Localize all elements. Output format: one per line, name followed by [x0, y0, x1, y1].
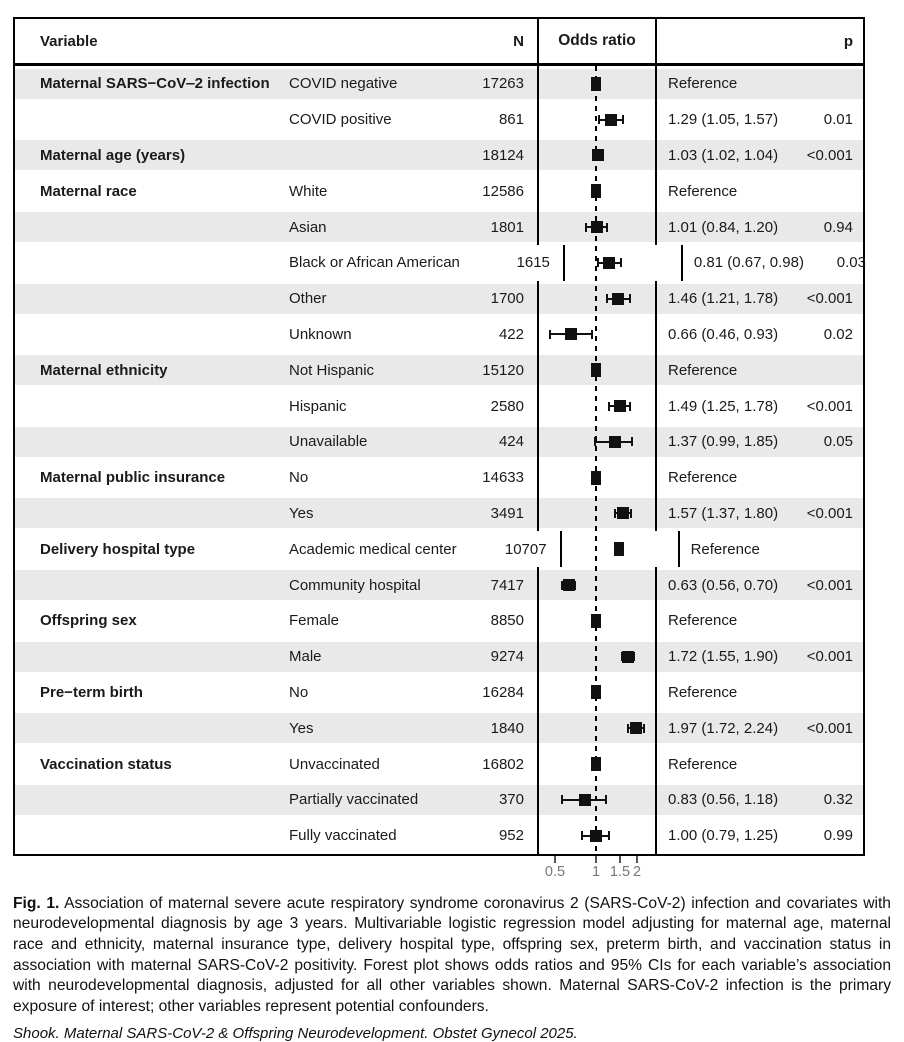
level-cell: Yes — [289, 504, 314, 522]
ci-cap-high — [622, 115, 624, 124]
or-plot-cell — [537, 352, 657, 388]
axis-tick-label: 2 — [632, 863, 642, 880]
figure-caption-label: Fig. 1. — [13, 894, 60, 912]
table-row — [15, 603, 863, 639]
level-cell: Community hospital — [289, 576, 421, 594]
figure-caption-text: Association of maternal severe acute respiratory syndrome coronavirus 2 (SARS-CoV-2) infection and covariates with neurodevelopmental diagnosis by age 3 years. Multivariable logistic regression model adjusting for maternal age, maternal race and ethnicity, maternal insurance type, delivery hospital type, offspring sex, preterm birth, and vaccination status in association with maternal SARS-CoV-2 positivity. Forest plot shows odds ratios and 95% CIs for each variable’s association with neurodevelopmental diagnosis, adjusted for all other variables shown. Maternal SARS-CoV-2 infection is the primary exposure of interest; other variables represent potential confounders. — [13, 894, 891, 1016]
group-label-cell: Vaccination status — [40, 755, 172, 773]
ci-cap-high — [643, 724, 645, 733]
table-row — [15, 675, 863, 711]
estimate-cell: 1.46 (1.21, 1.78) — [668, 290, 779, 308]
n-cell: 2580 — [490, 397, 524, 415]
group-label-cell: Maternal public insurance — [40, 469, 226, 487]
axis-tick — [619, 856, 621, 863]
table-header-row — [15, 19, 863, 66]
p-value-cell: <0.001 — [806, 648, 853, 666]
header-variable: Variable — [40, 32, 98, 50]
table-row — [15, 710, 863, 746]
level-cell: Academic medical center — [289, 540, 457, 558]
point-marker — [630, 722, 642, 734]
or-plot-cell — [537, 567, 657, 603]
estimate-cell: Reference — [668, 75, 738, 93]
n-cell: 1700 — [490, 290, 524, 308]
reference-marker — [591, 614, 601, 628]
estimate-cell: 1.57 (1.37, 1.80) — [668, 504, 779, 522]
estimate-cell: 1.03 (1.02, 1.04) — [668, 146, 779, 164]
level-cell: Male — [289, 648, 322, 666]
group-label-cell: Maternal SARS−CoV‒2 infection — [40, 75, 270, 93]
n-cell: 8850 — [490, 612, 524, 630]
point-marker — [591, 221, 603, 233]
level-cell: Asian — [289, 218, 327, 236]
estimate-cell: Reference — [668, 182, 738, 200]
figure-caption — [13, 894, 891, 1018]
or-plot-cell — [537, 496, 657, 532]
ci-cap-low — [606, 294, 608, 303]
ci-cap-low — [598, 115, 600, 124]
axis-tick-label: 1.5 — [609, 863, 631, 880]
n-cell: 14633 — [482, 469, 524, 487]
axis-tick-label: 0.5 — [544, 863, 566, 880]
estimate-cell: Reference — [668, 469, 738, 487]
level-cell: Not Hispanic — [289, 361, 375, 379]
n-cell: 1615 — [516, 254, 550, 272]
table-row — [15, 173, 863, 209]
n-cell: 861 — [498, 111, 524, 129]
or-plot-cell — [537, 675, 657, 711]
level-cell: No — [289, 469, 309, 487]
estimate-cell: 1.01 (0.84, 1.20) — [668, 218, 779, 236]
estimate-cell: Reference — [668, 361, 738, 379]
table-row — [15, 388, 863, 424]
level-cell: Unvaccinated — [289, 755, 380, 773]
level-cell: Female — [289, 612, 340, 630]
ci-cap-high — [591, 330, 593, 339]
table-row — [15, 818, 863, 854]
point-marker — [612, 293, 624, 305]
reference-marker — [591, 757, 601, 771]
estimate-cell: 0.63 (0.56, 0.70) — [668, 576, 779, 594]
estimate-cell: 1.29 (1.05, 1.57) — [668, 111, 779, 129]
p-value-cell: <0.001 — [806, 397, 853, 415]
table-row — [15, 567, 863, 603]
or-plot-cell — [537, 281, 657, 317]
table-row — [15, 245, 866, 281]
ci-cap-high — [605, 795, 607, 804]
ci-cap-high — [629, 294, 631, 303]
ci-cap-low — [561, 795, 563, 804]
estimate-cell: 1.49 (1.25, 1.78) — [668, 397, 779, 415]
table-row — [15, 352, 863, 388]
reference-marker — [614, 542, 624, 556]
point-marker — [603, 257, 615, 269]
axis-tick-label: 1 — [591, 863, 601, 880]
n-cell: 17263 — [482, 75, 524, 93]
group-label-cell: Offspring sex — [40, 612, 137, 630]
ci-cap-high — [606, 223, 608, 232]
p-value-cell: <0.001 — [806, 504, 853, 522]
n-cell: 422 — [498, 325, 524, 343]
or-plot-cell — [537, 173, 657, 209]
or-plot-cell — [537, 317, 657, 353]
or-plot-cell — [537, 818, 657, 854]
or-plot-cell — [537, 388, 657, 424]
level-cell: COVID negative — [289, 75, 398, 93]
estimate-cell: 0.66 (0.46, 0.93) — [668, 325, 779, 343]
ci-cap-low — [614, 509, 616, 518]
estimate-cell: Reference — [668, 612, 738, 630]
p-value-cell: 0.02 — [823, 325, 853, 343]
header-odds-ratio: Odds ratio — [558, 32, 636, 49]
estimate-cell: 1.97 (1.72, 2.24) — [668, 719, 779, 737]
point-marker — [565, 328, 577, 340]
ci-cap-high — [631, 437, 633, 446]
table-row — [15, 138, 863, 174]
point-marker — [592, 149, 604, 161]
p-value-cell: 0.32 — [823, 791, 853, 809]
or-plot-cell — [537, 209, 657, 245]
ci-cap-low — [608, 402, 610, 411]
p-value-cell: 0.05 — [823, 433, 853, 451]
header-p: p — [843, 32, 853, 50]
ci-cap-low — [594, 437, 596, 446]
x-axis — [13, 856, 904, 890]
n-cell: 1840 — [490, 719, 524, 737]
level-cell: White — [289, 182, 328, 200]
table-row — [15, 317, 863, 353]
or-plot-cell — [537, 66, 657, 102]
ci-cap-low — [597, 258, 599, 267]
or-plot-cell — [537, 782, 657, 818]
point-marker — [614, 400, 626, 412]
level-cell: Fully vaccinated — [289, 827, 397, 845]
n-cell: 9274 — [490, 648, 524, 666]
reference-marker — [591, 685, 601, 699]
or-plot-cell — [537, 710, 657, 746]
n-cell: 370 — [498, 791, 524, 809]
level-cell: No — [289, 683, 309, 701]
p-value-cell: 0.99 — [823, 827, 853, 845]
axis-tick — [595, 856, 597, 863]
group-label-cell: Pre−term birth — [40, 683, 143, 701]
estimate-cell: 0.81 (0.67, 0.98) — [693, 254, 804, 272]
p-value-cell: 0.94 — [823, 218, 853, 236]
table-row — [15, 496, 863, 532]
table-row — [15, 782, 863, 818]
level-cell: Black or African American — [289, 254, 460, 272]
n-cell: 12586 — [482, 182, 524, 200]
point-marker — [617, 507, 629, 519]
or-plot-cell — [537, 102, 657, 138]
or-plot-cell — [563, 245, 683, 281]
or-plot-cell — [537, 460, 657, 496]
level-cell: Partially vaccinated — [289, 791, 419, 809]
p-value-cell: <0.001 — [806, 290, 853, 308]
table-body — [15, 66, 866, 854]
n-cell: 16284 — [482, 683, 524, 701]
n-cell: 10707 — [504, 540, 547, 558]
or-plot-cell — [537, 639, 657, 675]
table-row — [15, 281, 863, 317]
ci-cap-high — [608, 831, 610, 840]
level-cell: Other — [289, 290, 327, 308]
point-marker — [579, 794, 591, 806]
ci-cap-low — [627, 724, 629, 733]
or-plot-cell — [537, 138, 657, 174]
level-cell: Yes — [289, 719, 314, 737]
reference-marker — [591, 363, 601, 377]
level-cell: COVID positive — [289, 111, 392, 129]
p-value-cell: <0.001 — [806, 576, 853, 594]
p-value-cell: 0.03 — [836, 254, 866, 272]
ci-cap-low — [549, 330, 551, 339]
reference-marker — [591, 471, 601, 485]
ci-cap-high — [630, 509, 632, 518]
group-label-cell: Maternal age (years) — [40, 146, 186, 164]
table-row — [15, 424, 863, 460]
p-value-cell: <0.001 — [806, 146, 853, 164]
p-value-cell: 0.01 — [823, 111, 853, 129]
ci-cap-high — [620, 258, 622, 267]
estimate-cell: Reference — [668, 755, 738, 773]
n-cell: 424 — [498, 433, 524, 451]
table-row — [15, 460, 863, 496]
estimate-cell: 1.37 (0.99, 1.85) — [668, 433, 779, 451]
or-plot-cell — [537, 424, 657, 460]
or-plot-cell — [537, 603, 657, 639]
header-n: N — [513, 32, 524, 50]
reference-marker — [591, 184, 601, 198]
axis-tick — [554, 856, 556, 863]
group-label-cell: Maternal ethnicity — [40, 361, 168, 379]
table-row — [15, 639, 863, 675]
point-marker — [590, 830, 602, 842]
n-cell: 3491 — [490, 504, 524, 522]
ci-cap-low — [585, 223, 587, 232]
estimate-cell: Reference — [668, 683, 738, 701]
estimate-cell: Reference — [690, 540, 760, 558]
p-value-cell: <0.001 — [806, 719, 853, 737]
n-cell: 16802 — [482, 755, 524, 773]
level-cell: Unavailable — [289, 433, 368, 451]
or-plot-cell — [560, 531, 680, 567]
header-odds-ratio-cell — [537, 19, 657, 63]
n-cell: 1801 — [490, 218, 524, 236]
estimate-cell: 1.00 (0.79, 1.25) — [668, 827, 779, 845]
n-cell: 7417 — [490, 576, 524, 594]
level-cell: Unknown — [289, 325, 352, 343]
table-row — [15, 209, 863, 245]
reference-marker — [591, 77, 601, 91]
table-row — [15, 746, 863, 782]
table-row — [15, 531, 863, 567]
ci-cap-low — [581, 831, 583, 840]
n-cell: 18124 — [482, 146, 524, 164]
axis-tick — [636, 856, 638, 863]
level-cell: Hispanic — [289, 397, 347, 415]
figure-credit: Shook. Maternal SARS-CoV-2 & Offspring Neurodevelopment. Obstet Gynecol 2025. — [13, 1024, 578, 1042]
group-label-cell: Delivery hospital type — [40, 540, 196, 558]
table-row — [15, 66, 863, 102]
point-marker — [622, 651, 634, 663]
forest-plot-table — [13, 17, 865, 856]
estimate-cell: 0.83 (0.56, 1.18) — [668, 791, 779, 809]
point-marker — [563, 579, 575, 591]
ci-cap-high — [629, 402, 631, 411]
point-marker — [605, 114, 617, 126]
n-cell: 15120 — [482, 361, 524, 379]
or-plot-cell — [537, 746, 657, 782]
point-marker — [609, 436, 621, 448]
n-cell: 952 — [498, 827, 524, 845]
estimate-cell: 1.72 (1.55, 1.90) — [668, 648, 779, 666]
group-label-cell: Maternal race — [40, 182, 137, 200]
table-row — [15, 102, 863, 138]
